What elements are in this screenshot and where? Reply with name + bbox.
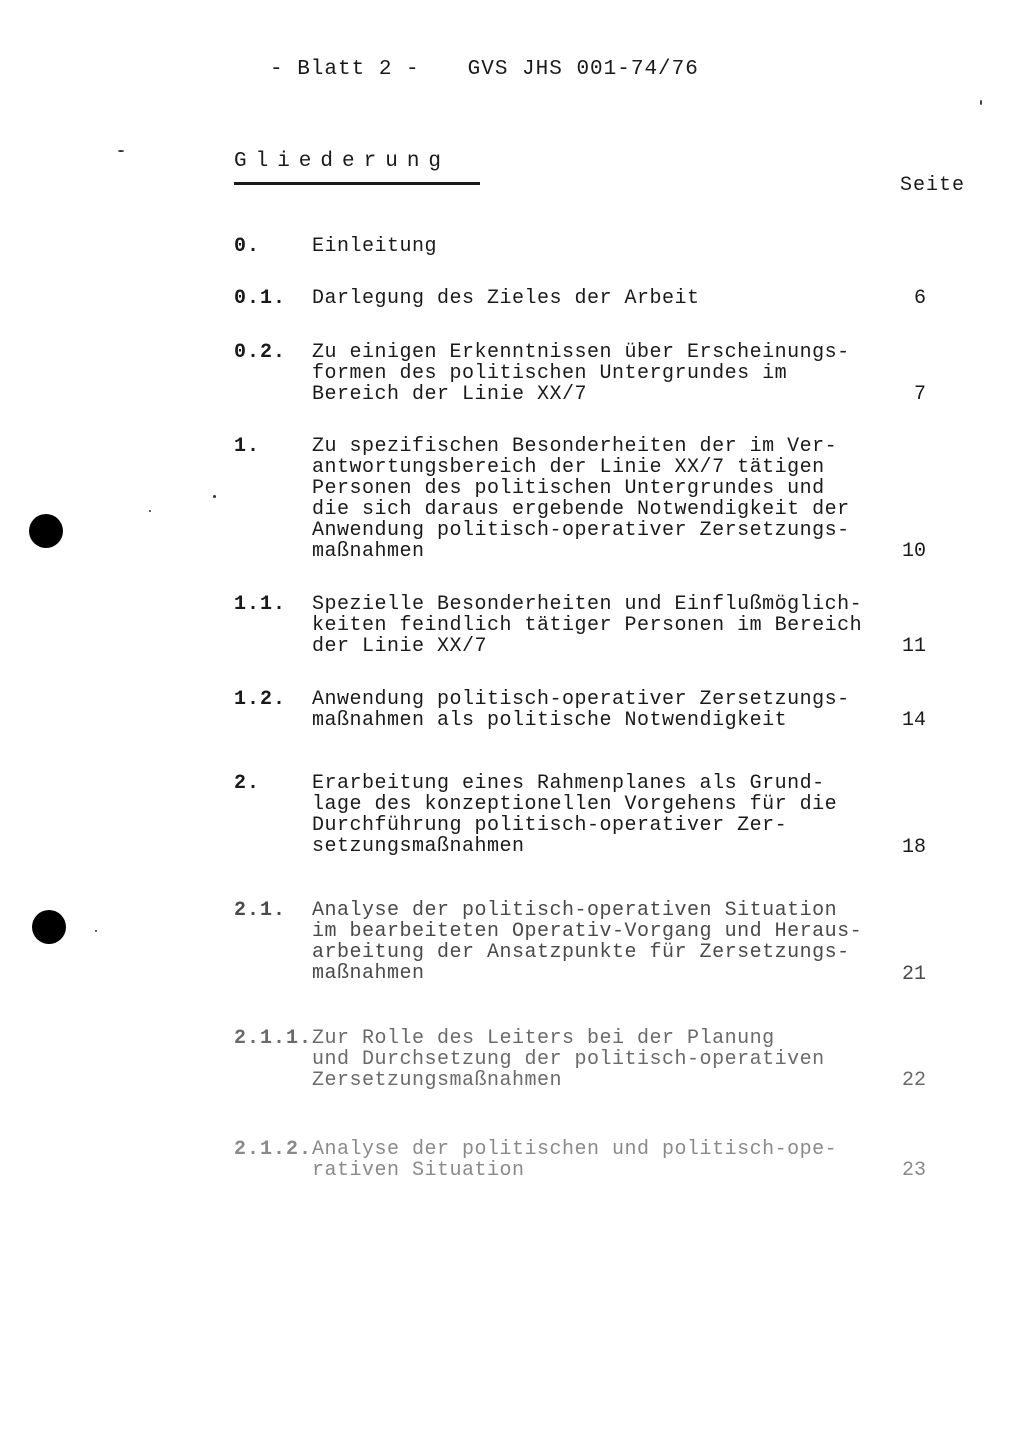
entry-line: Analyse der politisch-operativen Situation [312, 899, 838, 922]
toc-entry [234, 900, 934, 986]
toc-title: Gliederung [234, 150, 451, 173]
entry-line: maßnahmen [312, 962, 425, 985]
entry-line: arbeitung der Ansatzpunkte für Zersetzungs- [312, 941, 850, 964]
entry-line: Zur Rolle des Leiters bei der Planung [312, 1027, 775, 1050]
page-header [270, 58, 699, 81]
entry-number: 1. [234, 435, 261, 458]
entry-number: 2.1.2. [234, 1138, 313, 1161]
scan-speck [213, 495, 216, 498]
entry-line: setzungsmaßnahmen [312, 835, 525, 858]
entry-text [312, 689, 882, 731]
scan-speck [149, 510, 151, 512]
toc-entry [234, 342, 934, 406]
sheet-number: - Blatt 2 - [270, 58, 420, 81]
entry-text [312, 236, 882, 257]
entry-line: Personen des politischen Untergrundes und [312, 477, 825, 500]
entry-line: Analyse der politischen und politisch-ope- [312, 1138, 838, 1161]
scan-speck [118, 150, 124, 152]
entry-text [312, 900, 882, 984]
entry-number: 2.1. [234, 899, 287, 922]
entry-line: Zu einigen Erkenntnissen über Erscheinungs- [312, 341, 850, 364]
title-underline [234, 182, 480, 185]
entry-line: Anwendung politisch-operativer Zersetzungs- [312, 519, 850, 542]
entry-text [312, 773, 882, 857]
entry-text [312, 1139, 882, 1181]
entry-page: 18 [901, 836, 926, 859]
toc-entry [234, 1028, 934, 1092]
entry-line: Zersetzungsmaßnahmen [312, 1069, 563, 1092]
entry-number: 0.2. [234, 341, 287, 364]
page-column-label: Seite [900, 174, 966, 197]
entry-line: Erarbeitung eines Rahmenplanes als Grund- [312, 772, 825, 795]
entry-number: 2.1.1. [234, 1027, 313, 1050]
entry-line: der Linie XX/7 [312, 635, 488, 658]
entry-line: Darlegung des Zieles der Arbeit [312, 287, 700, 310]
entry-line: maßnahmen [312, 540, 425, 563]
scan-speck [95, 930, 97, 932]
entry-line: keiten feindlich tätiger Personen im Bereich [312, 614, 863, 637]
entry-text [312, 1028, 882, 1091]
entry-page: 21 [901, 963, 926, 986]
entry-page: 11 [901, 635, 926, 658]
entry-line: Zu spezifischen Besonderheiten der im Ver- [312, 435, 838, 458]
entry-page: 6 [913, 287, 926, 310]
toc-entry [234, 773, 934, 859]
punch-hole [32, 910, 66, 944]
entry-line: Spezielle Besonderheiten und Einflußmöglich- [312, 593, 863, 616]
entry-line: Durchführung politisch-operativer Zer- [312, 814, 788, 837]
entry-line: Bereich der Linie XX/7 [312, 383, 588, 406]
entry-line: die sich daraus ergebende Notwendigkeit der [312, 498, 850, 521]
entry-page: 23 [901, 1159, 926, 1182]
entry-line: maßnahmen als politische Notwendigkeit [312, 709, 788, 732]
toc-entry [234, 436, 934, 564]
entry-page: 14 [901, 709, 926, 732]
entry-number: 0. [234, 235, 261, 258]
toc-entry [234, 689, 934, 733]
entry-line: antwortungsbereich der Linie XX/7 tätigen [312, 456, 825, 479]
toc-entry [234, 288, 934, 310]
entry-number: 1.1. [234, 593, 287, 616]
entry-page: 22 [901, 1069, 926, 1092]
entry-line: formen des politischen Untergrundes im [312, 362, 788, 385]
entry-page: 7 [913, 383, 926, 406]
entry-page: 10 [901, 540, 926, 563]
punch-hole [29, 514, 63, 548]
entry-number: 1.2. [234, 688, 287, 711]
entry-line: Anwendung politisch-operativer Zersetzungs- [312, 688, 850, 711]
entry-text [312, 436, 882, 562]
entry-number: 0.1. [234, 287, 287, 310]
entry-line: im bearbeiteten Operativ-Vorgang und Heraus- [312, 920, 863, 943]
document-reference: GVS JHS 001-74/76 [467, 58, 699, 81]
entry-text [312, 288, 882, 309]
toc-entry [234, 594, 934, 658]
entry-line: und Durchsetzung der politisch-operativen [312, 1048, 825, 1071]
entry-number: 2. [234, 772, 261, 795]
entry-text [312, 594, 882, 657]
entry-line: rativen Situation [312, 1159, 525, 1182]
entry-text [312, 342, 882, 405]
toc-entry [234, 236, 934, 258]
entry-line: lage des konzeptionellen Vorgehens für die [312, 793, 838, 816]
toc-entry [234, 1139, 934, 1183]
scan-speck [980, 100, 982, 105]
entry-line: Einleitung [312, 235, 438, 258]
